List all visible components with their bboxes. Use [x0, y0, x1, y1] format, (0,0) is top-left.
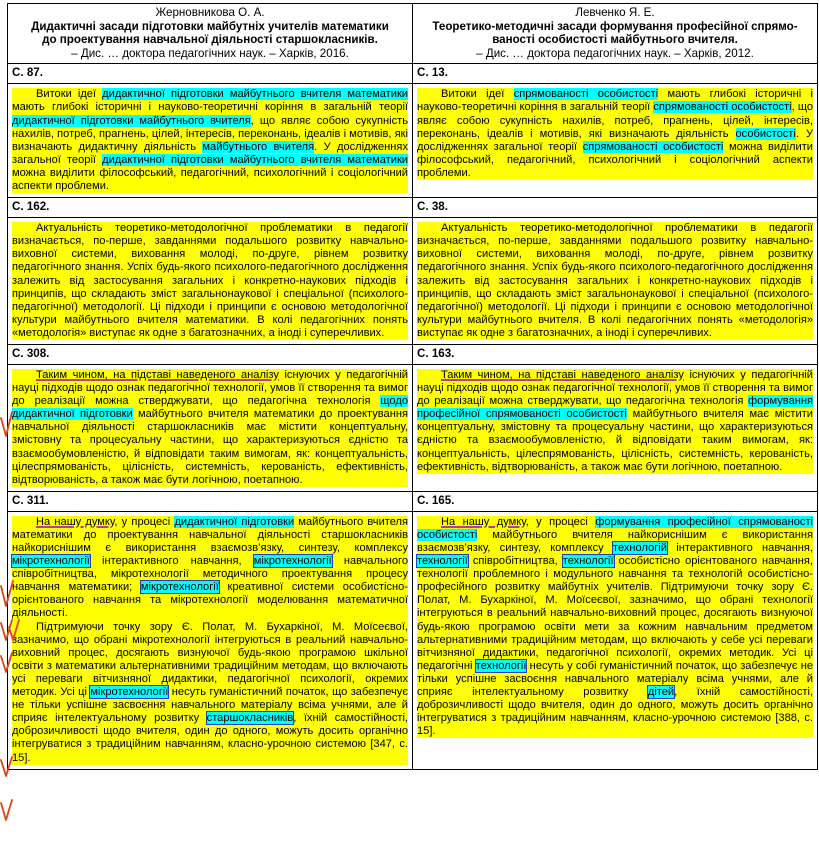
- left-title-line-1: Дидактичні засади підготовки майбутніх учителів математики: [31, 19, 389, 33]
- text-span: майбутнього вчителя математики до проектування навчальної діяльності старшокласників має містити концептуальну, змістовну та процесуальну частини, що характеризуються єдністю та взаємообумовленістю, й відповідати таким вимогам, як: концептуальність, цілеспрямованість, цілісність, системність, керованість, ефективність, відтворюваність, а також має бути логічною, поетапною.: [12, 408, 408, 486]
- check-mark-icon: [1, 800, 12, 820]
- text-span: у процесі: [117, 515, 175, 528]
- right-passage-4: [413, 511, 818, 769]
- text-span: . У дослідженнях загальної теорії: [12, 140, 408, 166]
- page-row-3: [8, 344, 818, 364]
- text-span: Витоки ідеї: [441, 88, 514, 101]
- text-span: Витоки ідеї: [36, 88, 103, 101]
- text-row-3: [8, 364, 818, 491]
- left-page-ref: С. 311.: [8, 491, 413, 511]
- match-highlight: спрямованості особистості: [513, 88, 659, 101]
- text-span: Підтримуючи точку зору Є. Полат, М. Бухаркіної, М. Моїсеєвої, зазначимо, що обрані мікротехнології інтегруються в реальний навчально-виховний процес, досягають визнуючої будь-якою програмою шкільної освіти з математики альтернативними традиційним методам, що включають усі переваги вітчизняної дидактики, педагогічної психології, окремих методик. Усі ці: [12, 620, 408, 699]
- text-span: можна виділити філософський, педагогічний, психологічний і соціологічний аспекти проблеми.: [417, 140, 813, 179]
- match-highlight: спрямованості особистості: [582, 140, 724, 153]
- text-span: , їхній самостійності, доброзичливості щодо вчителя, один до одного, можуть досить органічно інтегруватися з традиційним навчанням, класно-урочною системою [347, с. 15].: [12, 712, 408, 764]
- text-span: , що являє собою сукупність нахилів, потреб, прагнень, цілей, інтересів, переконань, ідеалів і мотивів, які визначають дидактичну діяльність: [12, 114, 409, 153]
- text-span: інтерактивного навчання,: [666, 542, 814, 554]
- passage-text: Актуальність теоретико-методологічної проблематики в педагогії визначається, по-перше, завданнями подальшого розвитку навчально-виховної системи, виховання молоді, по-друге, рівнем розвитку педагогічного знання. Успіх будь-якого психолого-педагогічного дослідження залежить від застосування загальних і конкретно-наукових підходів і принципів, що складають зміст загальнонаукової і спеціальної (психолого-педагогічної) методології. Ці підходи і принципи є основою методологічної культури майбутнього вчителя. В колі педагогічних понять «методологія» виступає як одне з багатозначних, а іноді і суперечливих.: [417, 222, 813, 339]
- text-span: мають глибокі історичні і науково-теоретичні коріння в загальній теорії: [417, 88, 813, 114]
- text-span: у процесі: [528, 515, 596, 528]
- match-highlight: мікротехнології: [253, 555, 332, 568]
- text-span: інтерактивного навчання,: [89, 555, 254, 568]
- match-highlight: формування професійної спрямованості особистості: [417, 395, 813, 421]
- underlined-phrase: На нашу думку,: [441, 515, 529, 528]
- left-title-line-2: до проектування навчальної діяльності старшокласників.: [42, 33, 378, 47]
- left-passage-3: [8, 364, 413, 491]
- match-highlight: технологій: [613, 542, 667, 554]
- match-highlight: мікротехнології: [90, 686, 169, 699]
- text-span: мають глибокі історичні і науково-теоретичні коріння в загальній теорії: [12, 101, 408, 114]
- page-row-1: [8, 64, 818, 84]
- match-highlight: щодо дидактичної підготовки: [12, 395, 408, 421]
- match-highlight: дидактичної підготовки майбутнього вчителя: [12, 114, 251, 127]
- right-passage-2: [413, 218, 818, 345]
- text-span: майбутнього вчителя найкориснішим є використання взаємозв’язку, синтезу, комплексу: [417, 528, 813, 554]
- right-page-ref: С. 38.: [413, 198, 818, 218]
- underlined-phrase: На нашу думку,: [36, 515, 118, 528]
- right-title-line-1: Теоретико-методичні засади формування професійної спрямо-: [432, 19, 798, 33]
- text-span: навчального співробітництва, мікротехнології методичного проектування процесу навчання математики;: [12, 555, 408, 594]
- comparison-table: [7, 3, 818, 770]
- match-highlight: технології: [475, 659, 527, 672]
- header-row: [8, 4, 818, 64]
- text-span: креативної системи особистісно-орієнтованого навчання та мікротехнології моделювання математичної діяльності.: [12, 581, 408, 620]
- text-span: особистісно орієнтованого навчання, технології проблемного і модульного навчання та технологій особистісно-професійного розвитку майбутніх учителів. Підтримуючи точку зору Є. Полат, М. Бухаркіної, М. Моїсеєвої, зазначимо, що обрані технології інтегруються в реальний навчально-виховний процес, досягають визнуючої будь-якою програмою освіти мети за кожним навчальним предметом альтернативними традиційним методам, що включають у себе усі переваги вітчизняної дидактики, педагогічної психології, окремих методик. Усі ці педагогічні: [417, 555, 813, 672]
- text-span: несуть у собі гуманістичний початок, що забезпечує не тільки успішне засвоєння навчального матеріалу всіма учнями, але й сприяє інтелектуальному розвитку: [417, 659, 814, 699]
- match-highlight: мікротехнології: [140, 581, 219, 594]
- match-highlight: дидактичної підготовки майбутнього вчителя математики: [102, 88, 408, 101]
- match-highlight: старшокласників: [206, 712, 294, 725]
- text-row-1: [8, 84, 818, 198]
- text-span: співробітництва,: [467, 555, 563, 568]
- text-span: майбутнього вчителя має містити концептуальну, змістовну та процесуальну частини, що характеризуються єдністю та взаємообумовленістю, й відповідати таким вимогам, як: концептуальність, цілеспрямованість, цілісність, системність, керованість, ефективність, відтворюваність, а також має бути логічною, поетапною.: [417, 408, 813, 473]
- page-row-4: [8, 491, 818, 511]
- right-title-line-2: ваності особистості майбутнього вчителя.: [492, 33, 738, 47]
- right-passage-1: [413, 84, 818, 198]
- left-passage-2: [8, 218, 413, 345]
- text-span: існуючих у педагогічній науці підходів щодо ознак педагогічної технології, умов її створення та вимог до реалізації можна стверджувати, що педагогічна технологія: [417, 368, 813, 408]
- left-passage-4: [8, 511, 413, 769]
- right-author: Левченко Я. Е.: [575, 6, 655, 19]
- right-passage-3: [413, 364, 818, 491]
- underlined-phrase: Таким чином, на підставі наведеного аналізу: [36, 368, 279, 381]
- text-span: майбутнього вчителя математики до проектування навчальної діяльності старшокласників найкориснішим є використання взаємозв’язку, синтезу, комплексу: [12, 515, 409, 554]
- match-highlight: дидактичної підготовки: [174, 515, 295, 528]
- match-highlight: мікротехнології: [12, 555, 90, 568]
- right-source: – Дис. … доктора педагогічних наук. – Харків, 2012.: [476, 46, 754, 60]
- match-highlight: дидактичної підготовки майбутнього вчителя математики: [102, 153, 408, 166]
- match-highlight: технології: [562, 555, 614, 568]
- match-highlight: майбутнього вчителя: [202, 140, 315, 153]
- left-page-ref: С. 308.: [8, 344, 413, 364]
- match-highlight: технології: [417, 555, 468, 568]
- page-row-2: [8, 198, 818, 218]
- passage-text: Актуальність теоретико-методологічної проблематики в педагогії визначається, по-перше, завданнями подальшого розвитку навчально-виховної системи, виховання молоді, по-друге, рівнем розвитку педагогічного знання. Успіх будь-якого психолого-педагогічного дослідження залежить від застосування загальних і конкретно-наукових підходів і принципів, що складають зміст загальнонаукової і спеціальної (психолого-педагогічної) методології. Ці підходи і принципи є основою методологічної культури майбутнього вчителя математики. В колі педагогічних понять «методологія» виступає як одне з багатозначних, а іноді і суперечливих.: [12, 222, 408, 339]
- text-span: . У дослідженнях загальної теорії: [417, 127, 813, 153]
- right-page-ref: С. 163.: [413, 344, 818, 364]
- match-highlight: спрямованості особистості: [653, 101, 792, 114]
- left-source: – Дис. … доктора педагогічних наук. – Харків, 2016.: [71, 46, 349, 60]
- left-author: Жерновникова О. А.: [155, 6, 265, 19]
- text-row-4: [8, 511, 818, 769]
- match-highlight: особистості: [735, 127, 796, 140]
- left-passage-1: [8, 84, 413, 198]
- match-highlight: формування професійної спрямованості особистості: [417, 515, 813, 541]
- right-header: [413, 4, 818, 64]
- text-row-2: [8, 218, 818, 345]
- underlined-phrase: Таким чином, на підставі наведеного аналізу: [441, 368, 684, 381]
- left-page-ref: С. 162.: [8, 198, 413, 218]
- text-span: несуть гуманістичний початок, що забезпечує не тільки успішне засвоєння навчального матеріалу всіма учнями, але й сприяє інтелектуальному розвитку: [12, 686, 408, 725]
- text-span: можна виділити філософський, педагогічний, психологічний і соціологічний аспекти проблеми.: [12, 166, 408, 193]
- right-page-ref: С. 13.: [413, 64, 818, 84]
- match-highlight: дітей: [647, 686, 675, 699]
- left-page-ref: С. 87.: [8, 64, 413, 84]
- right-page-ref: С. 165.: [413, 491, 818, 511]
- left-header: [8, 4, 413, 64]
- text-span: , що являє собою сукупність нахилів, потреб, прагнень, цілей, інтересів, переконань, ідеалів і мотивів, які визначають діяльність: [417, 101, 813, 140]
- text-span: , їхній самостійності, доброзичливості щодо вчителя, один до одного, можуть досить органічно інтегруватися з традиційним навчанням, класно-урочною системою [388, с. 15].: [417, 686, 813, 738]
- text-span: існуючих у педагогічній науці підходів щодо ознак педагогічної технології, умов її створення та вимог до реалізації можна стверджувати, що педагогічна технологія: [12, 368, 408, 408]
